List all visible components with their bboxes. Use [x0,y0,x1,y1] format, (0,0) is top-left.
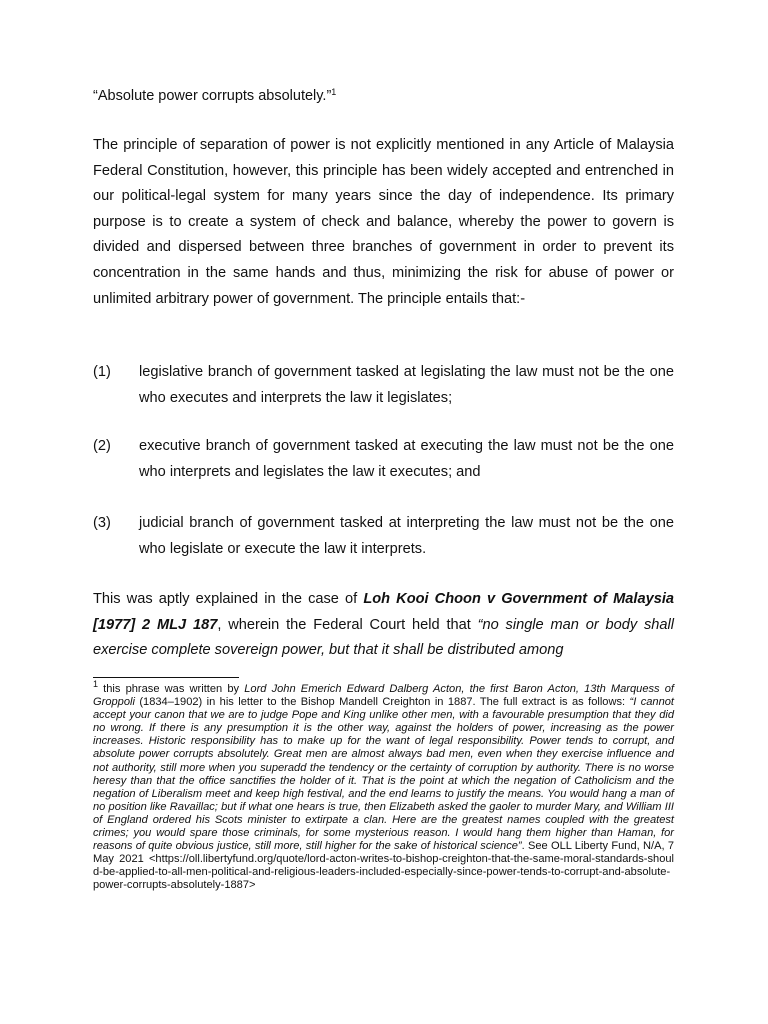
paragraph-lead: This was aptly explained in the case of [93,591,364,607]
footnote-author: Lord John Emerich Edward Dalberg Acton, the first Baron Acton, 13th Marquess of Groppoli [93,683,674,709]
list-number: (2) [93,438,111,454]
list-text: judicial branch of government tasked at interpreting the law must not be the one who legislate or execute the law it interprets. [139,515,674,557]
case-citation: Loh Kooi Choon v Government of Malaysia [1977] 2 MLJ 187 [93,591,674,633]
footnote-mark: 1 [93,679,99,689]
list-text: executive branch of government tasked at executing the law must not be the one who interprets and legislates the law it executes; and [139,438,674,480]
list-number: (1) [93,364,111,380]
paragraph-separation-of-powers: The principle of separation of power is not explicitly mentioned in any Article of Malaysia Federal Constitution, however, this principle has been widely accepted and entrenched in our political-legal system for many years since the day of independence. Its primary purpose is to create a system of check and balance, whereby the power to govern is divided and dispersed between three branches of government in order to prevent its concentration in the same hands and thus, minimizing the risk for abuse of power or unlimited arbitrary power of government. The principle entails that:- [93,137,674,307]
footnote-separator [93,677,239,678]
footnote-text: this phrase was written by [98,683,245,695]
list-number: (3) [93,515,111,531]
footnote-reference[interactable]: 1 [331,87,337,97]
court-quote: “no single man or body shall exercise complete sovereign power, but that it shall be distributed among [93,616,674,659]
footnote-text: . See OLL [521,840,575,853]
footnote-text: (1834–1902) in his letter to the Bishop Mandell Creighton in 1887. The full extract is as follows: [134,696,630,709]
paragraph-middle: , wherein the Federal Court held that [217,616,478,633]
footnote [93,679,674,893]
footnote-url[interactable]: N/A, 7 May 2021 <https://oll.libertyfund.org/quote/lord-acton-writes-to-bishop-creighton-that-the-same-moral-standards-should-be-applied-to-all-men-political-and-religious-leaders-included-especially-since-power-tends-to-corrupt-and-absolute-power-corrupts-absolutely-1887> [93,840,674,892]
footnote-source: Liberty Fund, [574,840,640,853]
paragraph-case-law [93,587,674,664]
epigraph-text: “Absolute power corrupts absolutely.” [93,88,332,104]
list-text: legislative branch of government tasked at legislating the law must not be the one who executes and interprets the law it legislates; [139,364,674,406]
footnote-extract: “I cannot accept your canon that we are to judge Pope and King unlike other men, with a favourable presumption that they did no wrong. If there is any presumption it is the other way, against the holders of power, increasing as the power increases. Historic responsibility has to make up for the want of legal responsibility. Power tends to corrupt, and absolute power corrupts absolutely. Great men are almost always bad men, even when they exercise influence and not authority, still more when you superadd the tendency or the certainty of corruption by authority. There is no worse heresy than that the office sanctifies the holder of it. That is the point at which the negation of Catholicism and the negation of Liberalism meet and keep high festival, and the end learns to justify the means. You would hang a man of no position like Ravaillac; but if what one hears is true, then Elizabeth asked the gaoler to murder Mary, and William III of England ordered his Scots minister to extirpate a clan. Here are the greatest names coupled with the greatest crimes; you would spare those criminals, for some mysterious reason. I would hang them higher than Haman, for reasons of quite obvious justice, still more, still higher for the sake of historical science” [93,696,674,853]
epigraph [93,86,336,106]
